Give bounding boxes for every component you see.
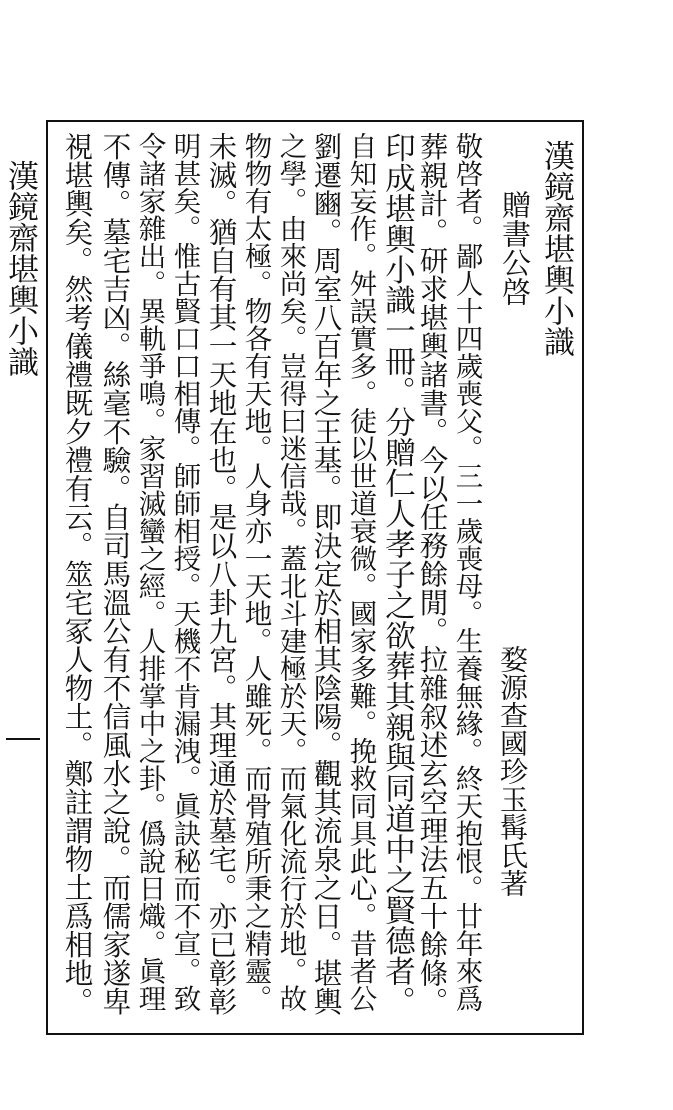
body-column: 物物有太極。物各有天地。人身亦一天地。人雖死。而骨殖所秉之精靈。 — [239, 132, 272, 1012]
body-column: 之學。由來尚矣。豈得曰迷信哉。蓋北斗建極於天。而氣化流行於地。故 — [274, 132, 307, 1012]
body-column: 未滅。猶自有其一天地在也。是以八卦九宮。其理通於墓宅。亦已彰彰 — [204, 132, 238, 1016]
book-title: 漢鏡齋堪輿小識 — [538, 140, 574, 357]
body-column: 令諸家雜出。異軌爭鳴。家習滅蠻之經。人排掌中之卦。僞說日熾。眞理 — [133, 132, 166, 1012]
folio-number — [4, 722, 49, 753]
body-column: 葬親計。研求堪輿諸書。今以任務餘閒。拉雜叙述玄空理法五十餘條。 — [415, 132, 449, 1016]
body-column: 自知妄作。舛誤實多。徒以世道衰微。國家多難。挽救同具此心。昔者公 — [344, 132, 377, 1012]
body-column: 不傳。墓宅吉凶。絲毫不驗。自司馬溫公有不信風水之說。而儒家遂卑 — [98, 132, 132, 1016]
body-column: 明甚矣。惟古賢口口相傳。師師相授。天機不肯漏洩。眞訣秘而不宣。致 — [168, 132, 201, 1012]
section-title: 贈書公啓 — [498, 190, 532, 306]
margin-title: 漢鏡齋堪輿小識 — [2, 160, 38, 377]
body-column: 視堪輿矣。然考儀禮既夕禮有云。筮宅冢人物土。鄭註謂物土爲相地。 — [60, 132, 94, 1016]
body-column: 敬啓者。鄙人十四歲喪父。三一歲喪母。生養無緣。終天抱恨。廿年來爲 — [450, 132, 483, 1012]
body-column: 劉遷豳。周室八百年之王基。即決定於相其陰陽。觀其流泉之日。堪輿 — [309, 132, 343, 1016]
author-line: 婺源查國珍玉髯氏著 — [496, 645, 529, 897]
body-column: 印成堪輿小識一冊。分贈仁人孝子之欲葬其親與同道中之賢德者。 — [379, 132, 415, 1017]
